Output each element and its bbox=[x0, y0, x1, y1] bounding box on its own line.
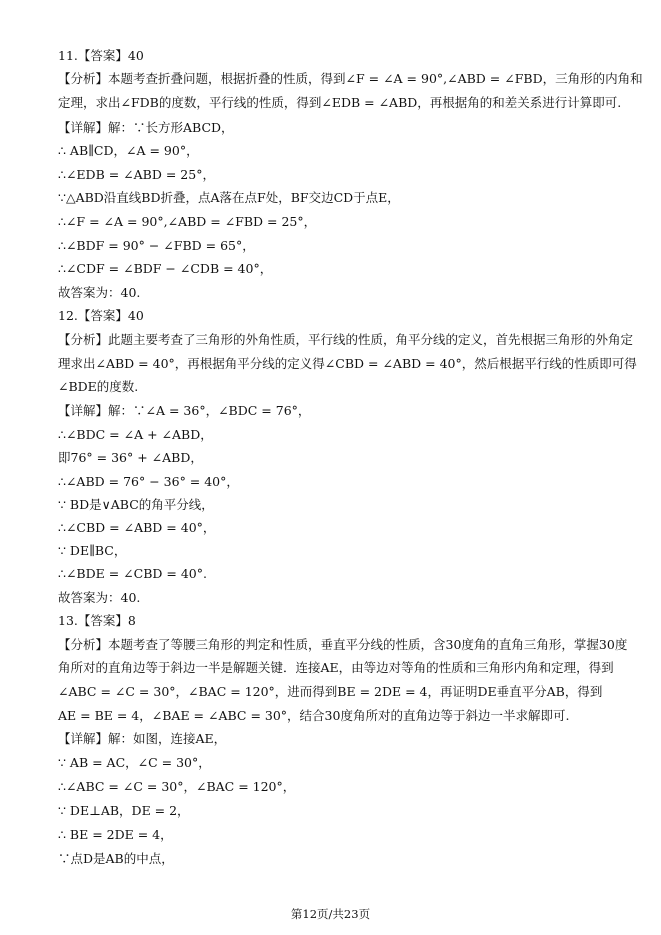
detail-13-line-6: ∵点D是AB的中点， bbox=[58, 851, 174, 866]
detail-11-line-7: ∴∠CDF = ∠BDF − ∠CDB = 40°， bbox=[58, 261, 273, 276]
detail-13-line-2: ∵ AB = AC，∠C = 30°， bbox=[58, 755, 211, 770]
detail-12-line-7: ∵ DE∥BC， bbox=[58, 543, 127, 558]
detail-12-line-3: 即76° = 36° + ∠ABD， bbox=[58, 450, 203, 465]
analysis-11-line-1: 【分析】本题考查折叠问题，根据折叠的性质，得到∠F = ∠A = 90°,∠ABD = ∠FBD，三角形的内角和 bbox=[58, 71, 643, 86]
analysis-13-line-3: ∠ABC = ∠C = 30°，∠BAC = 120°，进而得到BE = 2DE = 4，再证明DE垂直平分AB，得到 bbox=[58, 684, 603, 699]
page-footer: 第12页/共23页 bbox=[290, 907, 371, 921]
conclusion-12: 故答案为：40. bbox=[58, 590, 141, 605]
analysis-11-line-2: 定理，求出∠FDB的度数，平行线的性质，得到∠EDB = ∠ABD，再根据角的和差关系进行计算即可. bbox=[58, 95, 622, 110]
detail-11-line-2: ∴ AB∥CD，∠A = 90°， bbox=[58, 143, 199, 158]
detail-12-line-8: ∴∠BDE = ∠CBD = 40°. bbox=[58, 566, 207, 581]
detail-11-line-1: 【详解】解：∵长方形ABCD， bbox=[58, 120, 234, 135]
analysis-13-line-4: AE = BE = 4，∠BAE = ∠ABC = 30°，结合30度角所对的直角边等于斜边一半求解即可. bbox=[58, 708, 570, 723]
detail-13-line-5: ∴ BE = 2DE = 4， bbox=[58, 827, 173, 842]
detail-13-line-3: ∴∠ABC = ∠C = 30°，∠BAC = 120°， bbox=[58, 779, 296, 794]
analysis-12-line-2: 理求出∠ABD = 40°，再根据角平分线的定义得∠CBD = ∠ABD = 40°，然后根据平行线的性质即可得 bbox=[58, 356, 637, 371]
analysis-12-line-3: ∠BDE的度数. bbox=[58, 379, 139, 394]
detail-11-line-3: ∴∠EDB = ∠ABD = 25°， bbox=[58, 167, 215, 182]
analysis-13-line-2: 角所对的直角边等于斜边一半是解题关键．连接AE，由等边对等角的性质和三角形内角和定理，得到 bbox=[58, 660, 614, 675]
detail-11-line-5: ∴∠F = ∠A = 90°,∠ABD = ∠FBD = 25°， bbox=[58, 214, 317, 229]
answer-11-heading: 11.【答案】40 bbox=[58, 48, 144, 63]
detail-13-line-4: ∵ DE⊥AB，DE = 2， bbox=[58, 803, 190, 818]
detail-11-line-6: ∴∠BDF = 90° − ∠FBD = 65°， bbox=[58, 238, 255, 253]
conclusion-11: 故答案为：40. bbox=[58, 285, 141, 300]
detail-12-line-1: 【详解】解：∵∠A = 36°，∠BDC = 76°， bbox=[58, 403, 311, 418]
detail-11-line-4: ∵△ABD沿直线BD折叠，点A落在点F处，BF交边CD于点E， bbox=[58, 190, 400, 205]
analysis-13-line-1: 【分析】本题考查了等腰三角形的判定和性质，垂直平分线的性质，含30度角的直角三角形，掌握30度 bbox=[58, 637, 628, 652]
answer-12-heading: 12.【答案】40 bbox=[58, 308, 144, 323]
detail-12-line-4: ∴∠ABD = 76° − 36° = 40°， bbox=[58, 474, 239, 489]
analysis-12-line-1: 【分析】此题主要考查了三角形的外角性质，平行线的性质，角平分线的定义，首先根据三角形的外角定 bbox=[58, 332, 634, 347]
detail-12-line-5: ∵ BD是∨ABC的角平分线， bbox=[58, 497, 214, 512]
detail-13-line-1: 【详解】解：如图，连接AE， bbox=[58, 731, 227, 746]
detail-12-line-2: ∴∠BDC = ∠A + ∠ABD， bbox=[58, 427, 213, 442]
detail-12-line-6: ∴∠CBD = ∠ABD = 40°， bbox=[58, 520, 216, 535]
answer-13-heading: 13.【答案】8 bbox=[58, 613, 136, 628]
